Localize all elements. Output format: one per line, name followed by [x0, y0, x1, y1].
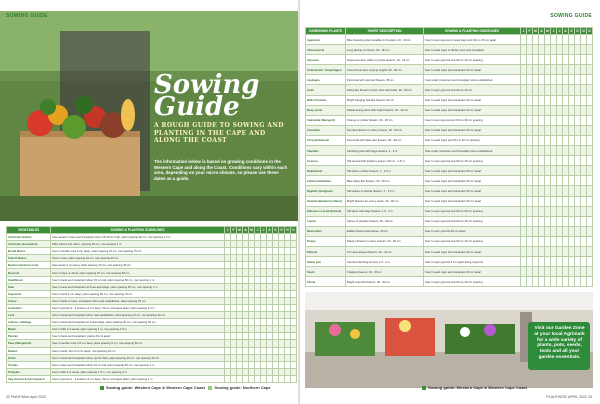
month-cell	[291, 255, 297, 262]
month-header: S	[274, 228, 277, 232]
page-title	[154, 70, 260, 122]
vegetable-column-header: VEGETABLES	[7, 227, 51, 234]
flower-table-body	[306, 35, 593, 287]
month-cell	[587, 246, 593, 256]
plant-description: Climbing plant with large flowers, 2 - 3 m	[346, 146, 424, 156]
month-cell	[291, 326, 297, 333]
table-row	[306, 95, 593, 105]
plant-name: Aquilegia	[306, 75, 346, 85]
month-cell	[587, 146, 593, 156]
legend-swatch	[422, 386, 426, 390]
plant-description: Trumpet-shaped flowers, 20 - 30 cm	[346, 246, 424, 256]
plant-description: Edible flowers and leaves, 30 cm	[346, 226, 424, 236]
plant-name: Felicia amelloides	[306, 176, 346, 186]
promo-text: Visit our Garden Zone at your local Agrimark for a wide variety of plants, pots, seeds, tools and all your garden essentials.	[534, 326, 585, 360]
sowing-guideline: Sow in rows, plant spacing 10 cm, row spacing 45 cm	[51, 255, 225, 262]
table-row	[306, 216, 593, 226]
vegetable-name: Broccoli	[7, 269, 51, 276]
vegetable-name: Tomato	[7, 361, 51, 368]
table-row	[7, 234, 297, 241]
sowing-guideline: Sow in seed trays and transplant 40 cm apart	[424, 95, 521, 105]
plant-description: Bright flowers for sunny spots, 20 - 30 cm	[346, 196, 424, 206]
month-header: J	[255, 227, 261, 234]
guideline-column-header: SOWING & PLANTING GUIDELINES	[51, 227, 225, 234]
table-row	[7, 375, 297, 382]
month-header: J	[557, 28, 563, 35]
sowing-guideline: Sow seeds 2 cm deep, plant spacing 10 cm, row spacing 30 cm	[51, 262, 225, 269]
month-header: M	[250, 228, 253, 232]
vegetable-name: Artichoke (Globe)	[7, 234, 51, 241]
plant-description: Bright colourful flowers, 30 - 90 cm	[346, 277, 424, 287]
title-line-2: Guide	[154, 92, 240, 122]
month-cell	[587, 135, 593, 145]
vegetable-name: Kale	[7, 283, 51, 290]
sowing-guideline: Sow in groups 2 - 3 seeds 1-2 cm deep, thin to strongest plant, plant spacing 1.2 m	[51, 304, 225, 311]
table-row	[306, 85, 593, 95]
sowing-guideline: Sow in seed trays and transplant 30 cm apart	[424, 246, 521, 256]
plant-description: Shade-loving plant with bright flowers, 20 - 30 cm	[346, 105, 424, 115]
table-row	[306, 246, 593, 256]
plant-description: Daisy-like flowers in pink, blue and white, 30 - 60 cm	[346, 85, 424, 95]
vegetable-sowing-table	[6, 226, 297, 383]
sowing-guideline: Sow in seed trays and transplant 60 cm apart	[424, 166, 521, 176]
sowing-guideline: Sow in beds 1 cm deep, plant spacing 50 cm, row spacing 70 cm	[51, 290, 225, 297]
vegetable-name: Melon	[7, 326, 51, 333]
plant-name: Carnation	[306, 125, 346, 135]
flower-sowing-table	[305, 27, 593, 287]
month-cell	[587, 75, 593, 85]
month-cell	[291, 312, 297, 319]
plant-name: Petunia	[306, 246, 346, 256]
month-cell	[291, 290, 297, 297]
page-subtitle: A ROUGH GUIDE TO SOWING AND PLANTING IN THE CAPE AND ALONG THE COAST	[154, 122, 284, 144]
plant-name: Chrysanthemum	[306, 135, 346, 145]
month-cell	[291, 375, 297, 382]
table-row	[306, 105, 593, 115]
plant-description: Tall plant with large flowers, 1.5 - 2 m	[346, 206, 424, 216]
table-row	[306, 267, 593, 277]
vegetable-name: Cauliflower	[7, 276, 51, 283]
plant-description: Perennial with daisy-like flowers, 60 - 90 cm	[346, 135, 424, 145]
month-header: O	[576, 29, 579, 33]
legend-left-text-2: Sowing guide: Northern Cape	[214, 385, 271, 390]
vegetable-table-header	[7, 227, 297, 234]
month-cell	[587, 267, 593, 277]
month-header: S	[570, 29, 573, 33]
month-cell	[291, 269, 297, 276]
table-row	[7, 319, 297, 326]
vegetable-name: Artichoke (Jerusalem)	[7, 241, 51, 248]
promo-box	[528, 322, 590, 370]
month-header: J	[225, 227, 231, 234]
month-cell	[291, 347, 297, 354]
section-tag-left: SOWING GUIDE	[6, 13, 48, 19]
sowing-guideline: Sow in beds and transplant at three-leaf stage, plant spacing 45 cm, row spacing 1 m	[51, 283, 225, 290]
legend-swatch	[100, 386, 104, 390]
month-header: F	[231, 227, 237, 234]
sowing-guideline: Sow under protection and transplant when established	[424, 75, 521, 85]
month-cell	[291, 262, 297, 269]
table-row	[306, 45, 593, 55]
month-cell	[291, 276, 297, 283]
sowing-guideline: Sow in seed trays and transplant 30 cm apart	[424, 196, 521, 206]
plant-description: Blue flowering plant suitable for borders, 20 - 30 cm	[346, 35, 424, 45]
month-header: M	[238, 228, 241, 232]
sowing-guideline: Sow in seed trays and transplant 30 cm apart	[424, 125, 521, 135]
sowing-guideline: Sow in seed trays and transplant 30 cm apart	[424, 267, 521, 277]
sowing-guideline: Sow in open ground and thin to 45 cm spacing	[424, 216, 521, 226]
month-cell	[587, 105, 593, 115]
table-row	[7, 255, 297, 262]
plant-name: Alyssum	[306, 55, 346, 65]
vegetable-name: Peas (Mangetout)	[7, 340, 51, 347]
sowing-guideline: Sow in beds or trays, transplant when well established, plant spacing 25 cm	[51, 297, 225, 304]
month-header: A	[564, 29, 567, 33]
table-row	[306, 75, 593, 85]
table-row	[306, 146, 593, 156]
sowing-guideline: Sow in open ground and thin to 60 cm spacing	[424, 206, 521, 216]
month-header: D	[292, 228, 295, 232]
sowing-guideline: Sow in beds and transplant when 15 cm tall, plant spacing 50 cm, row spacing 1 m	[51, 276, 225, 283]
month-cell	[587, 277, 593, 287]
plant-description: Fragrant flowers, 30 - 60 cm	[346, 267, 424, 277]
plant-name: Stock	[306, 267, 346, 277]
table-row	[7, 241, 297, 248]
month-cell	[291, 234, 297, 241]
month-header: J	[261, 227, 267, 234]
month-header: M	[546, 29, 549, 33]
month-cell	[291, 368, 297, 375]
legend-right-text: Sowing guide: Western Cape & Western Cape Coast	[428, 385, 527, 390]
month-cell	[587, 35, 593, 45]
sowing-guideline: Sow in double rows 6 cm deep, plant spacing 15 cm, row spacing 75 cm	[51, 248, 225, 255]
table-row	[7, 333, 297, 340]
vegetable-name: Cucumber	[7, 304, 51, 311]
month-cell	[291, 340, 297, 347]
month-cell	[587, 186, 593, 196]
table-row	[7, 354, 297, 361]
month-cell	[587, 196, 593, 206]
month-cell	[587, 55, 593, 65]
month-cell	[291, 248, 297, 255]
month-cell	[291, 304, 297, 311]
table-row	[306, 55, 593, 65]
month-cell	[587, 45, 593, 55]
sowing-guideline: Sow in beds and transplant when pencil thick, plant spacing 10 cm, row spacing 30 cm	[51, 354, 225, 361]
plant-description: Tall spikes of tubular flowers, 1 - 1.5 m	[346, 186, 424, 196]
table-row	[306, 196, 593, 206]
vegetable-name: Lettuce, Cabbage	[7, 319, 51, 326]
plant-description: Blue daisy-like flowers, 30 - 45 cm	[346, 176, 424, 186]
sowing-guideline: Sow in open ground and thin to 30 cm	[424, 85, 521, 95]
plant-name: Ageratum	[306, 35, 346, 45]
sowing-guideline: Sow in seed trays and transplant 20 cm apart	[424, 65, 521, 75]
table-row	[306, 166, 593, 176]
month-header: N	[582, 29, 585, 33]
table-row	[7, 304, 297, 311]
month-cell	[291, 354, 297, 361]
plant-name: Aster	[306, 85, 346, 95]
table-row	[7, 297, 297, 304]
sowing-guideline: Sow in open ground and thin to 30 cm spacing	[424, 277, 521, 287]
sowing-guideline: Sow in open ground and thin to 45 cm spacing	[424, 156, 521, 166]
month-header: N	[286, 228, 289, 232]
month-cell	[291, 333, 297, 340]
sowing-guideline: Sow in trays and transplant when 15 cm tall, plant spacing 60 cm, row spacing 1 m	[51, 361, 225, 368]
table-row	[306, 65, 593, 75]
vegetable-name: Onion	[7, 354, 51, 361]
table-row	[7, 283, 297, 290]
month-header: A	[244, 228, 247, 232]
month-header: J	[551, 28, 557, 35]
table-row	[306, 135, 593, 145]
month-cell	[587, 206, 593, 216]
month-cell	[587, 216, 593, 226]
sowing-guideline: Plant tubers into warm, spacing 30 cm, row spacing 1 m	[51, 241, 225, 248]
plant-description: Papery flowers in many colours, 30 - 90 cm	[346, 236, 424, 246]
footer-right: PLANTWISE APRIL 2022 33	[546, 395, 592, 399]
plant-name: Delphinium	[306, 166, 346, 176]
sowing-guideline: Sow in groups 2 - 3 seeds 1-2 cm deep, thin to strongest plant, plant spacing 1 m	[51, 375, 225, 382]
sowing-guideline: Sow in open ground 5 cm apart along supports	[424, 257, 521, 267]
plant-name: Hibiscus rosa (Hollyhock)	[306, 206, 346, 216]
plant-name: Nasturtium	[306, 226, 346, 236]
month-cell	[587, 156, 593, 166]
plant-description: Tall spires of blue flowers, 1 - 1.5 m	[346, 166, 424, 176]
table-row	[306, 257, 593, 267]
table-row	[306, 156, 593, 166]
plant-description: Orange or yellow flowers, 30 - 45 cm	[346, 115, 424, 125]
vegetable-table-body	[7, 234, 297, 383]
plant-name: Lupins	[306, 216, 346, 226]
guideline-column-header: SOWING & PLANTING GUIDELINES	[424, 28, 521, 35]
month-cell	[291, 283, 297, 290]
sowing-guideline: Sow in hills 2-3 seeds, plant spacing 1 m, row spacing 1.5 m	[51, 326, 225, 333]
plant-description: Scented climbing annual, 1.5 - 2 m	[346, 257, 424, 267]
month-header: D	[588, 29, 591, 33]
plant-name: Poppy	[306, 236, 346, 246]
plant-name: Antirrhinum / Snapdragon	[306, 65, 346, 75]
sowing-guideline: Sow in beds and transplant when well established, plant spacing 10 cm, row spacing 30 cm	[51, 312, 225, 319]
title-line-1: Sowing	[154, 70, 260, 100]
sowing-guideline: Sow in beds and transplant, plants 20 cm apart	[51, 333, 225, 340]
legend-left-text: Sowing guide: Western Cape & Western Cape Coast	[106, 385, 205, 390]
month-header: J	[521, 28, 527, 35]
plant-name: Bells Peruvian	[306, 95, 346, 105]
sowing-guideline: Sow in seed trays and transplant 20 cm apart	[424, 105, 521, 115]
sowing-guideline: Sow in beds, thin to 5 cm apart, row spacing 20 cm	[51, 347, 225, 354]
plant-description: Bright hanging bell-like flowers, 60 cm	[346, 95, 424, 105]
table-row	[306, 236, 593, 246]
intro-text: The information below is based on growing conditions in the Western Cape and along the Coast. Conditions vary within each area, depending on your micro-climate, so please use these dates as a guide.	[154, 159, 288, 181]
month-cell	[587, 125, 593, 135]
vegetable-name: Parsley	[7, 333, 51, 340]
month-cell	[587, 226, 593, 236]
plant-description: Spires of pea-like flowers, 60 - 90 cm	[346, 216, 424, 226]
month-cell	[587, 166, 593, 176]
sowing-guideline: Sow in open ground and thin to 30 cm spacing	[424, 236, 521, 246]
table-row	[7, 276, 297, 283]
month-cell	[587, 65, 593, 75]
vegetable-name: French Beans	[7, 255, 51, 262]
table-row	[306, 226, 593, 236]
sowing-guideline: Sow in seed trays and thin to 40 cm spacing	[424, 135, 521, 145]
table-row	[7, 248, 297, 255]
sowing-guideline: Sow under protection and transplant when established	[424, 146, 521, 156]
sowing-guideline: Sow in open ground and thin to 15 cm spacing	[424, 55, 521, 65]
sowing-guideline: Sow in trays or direct, plant spacing 45 cm, row spacing 60 cm	[51, 269, 225, 276]
sowing-guideline: Sow in seed trays and transplant 30 cm apart	[424, 176, 521, 186]
sowing-guideline: Sow in seed trays and transplant 45 cm apart	[424, 186, 521, 196]
legend-left	[100, 385, 271, 390]
table-row	[7, 312, 297, 319]
month-cell	[291, 241, 297, 248]
table-row	[7, 347, 297, 354]
plant-name: Cosmos	[306, 156, 346, 166]
vegetable-name: Celery	[7, 297, 51, 304]
month-header: A	[540, 29, 543, 33]
sowing-guideline: Sow in hills 2-3 seeds, plant spacing 1.5 m, row spacing 2 m	[51, 368, 225, 375]
table-row	[7, 290, 297, 297]
table-row	[306, 115, 593, 125]
sowing-guideline: Sow in open ground and thin to 30 cm spacing	[424, 115, 521, 125]
legend-swatch-2	[208, 386, 212, 390]
plant-description: Long lasting cut flower, 60 - 90 cm	[346, 45, 424, 55]
month-header: O	[280, 228, 283, 232]
description-column-header: SHORT DESCRIPTION	[346, 28, 424, 35]
legend-right	[422, 385, 527, 390]
vegetable-name: Veg marrow & Gem Squash	[7, 375, 51, 382]
section-tag-right: SOWING GUIDE	[550, 13, 592, 19]
table-row	[306, 35, 593, 45]
plant-name: Calendula (Marigold)	[306, 115, 346, 125]
vegetable-name: Leek	[7, 312, 51, 319]
plant-description: Perennial with spurred flowers, 45 cm	[346, 75, 424, 85]
plant-column-header: GARDENING PLANTS	[306, 28, 346, 35]
table-row	[7, 361, 297, 368]
table-row	[306, 206, 593, 216]
vegetable-name: Broad Beans	[7, 248, 51, 255]
plant-name: Alstroemeria	[306, 45, 346, 55]
vegetable-name: Capsicum	[7, 290, 51, 297]
plant-name: Gazania (Barberton Daisy)	[306, 196, 346, 206]
vegetable-name: Radish	[7, 347, 51, 354]
month-cell	[587, 115, 593, 125]
table-row	[306, 125, 593, 135]
plant-description: Tall annual with feathery leaves, 90 cm - 1.5 m	[346, 156, 424, 166]
plant-name: Sweet pea	[306, 257, 346, 267]
table-row	[7, 326, 297, 333]
sowing-guideline: Sow in beds and transplant at 4-leaf stage, plant spacing 30 cm, row spacing 30 cm	[51, 319, 225, 326]
table-row	[7, 368, 297, 375]
table-row	[306, 176, 593, 186]
table-row	[7, 269, 297, 276]
month-cell	[291, 319, 297, 326]
month-cell	[291, 361, 297, 368]
table-row	[306, 277, 593, 287]
plant-name: Busy Lizzie	[306, 105, 346, 115]
table-row	[306, 186, 593, 196]
month-cell	[587, 95, 593, 105]
vegetable-name: Beetroot (bunch roots)	[7, 262, 51, 269]
month-header: F	[527, 28, 533, 35]
sowing-guideline: Sow in double rows 4-5 cm deep, plant spacing 5 cm, row spacing 60 cm	[51, 340, 225, 347]
month-cell	[587, 85, 593, 95]
flower-table-header	[306, 28, 593, 35]
footer-left: 32 PlaNTWise April 2022	[6, 395, 46, 399]
sowing-guideline: Sow in open ground 30 cm apart	[424, 226, 521, 236]
month-cell	[587, 257, 593, 267]
vegetable-name: Pumpkin	[7, 368, 51, 375]
plant-description: Colourful annual, varying heights 30 - 90 cm	[346, 65, 424, 75]
plant-name: Digitalis (Foxglove)	[306, 186, 346, 196]
sowing-guideline: Sow in seed trays or divide roots and transplant	[424, 45, 521, 55]
month-cell	[291, 297, 297, 304]
sowing-guideline: Sow seeds in trays and transplant when 15-20 cm high, plant spacing 90 cm, row spacing 1.2 m	[51, 234, 225, 241]
table-row	[7, 340, 297, 347]
plant-name: Zinnia	[306, 277, 346, 287]
month-header: A	[268, 228, 271, 232]
table-row	[7, 262, 297, 269]
month-header: M	[534, 29, 537, 33]
sowing-guideline: Sow in open ground or seed trays and thin to 15 cm apart	[424, 35, 521, 45]
month-cell	[587, 236, 593, 246]
plant-description: Scented flowers in many colours, 30 - 60 cm	[346, 125, 424, 135]
month-cell	[587, 176, 593, 186]
plant-description: Sweet-scented, white or purple flowers, 10 - 15 cm	[346, 55, 424, 65]
plant-name: Clematis	[306, 146, 346, 156]
